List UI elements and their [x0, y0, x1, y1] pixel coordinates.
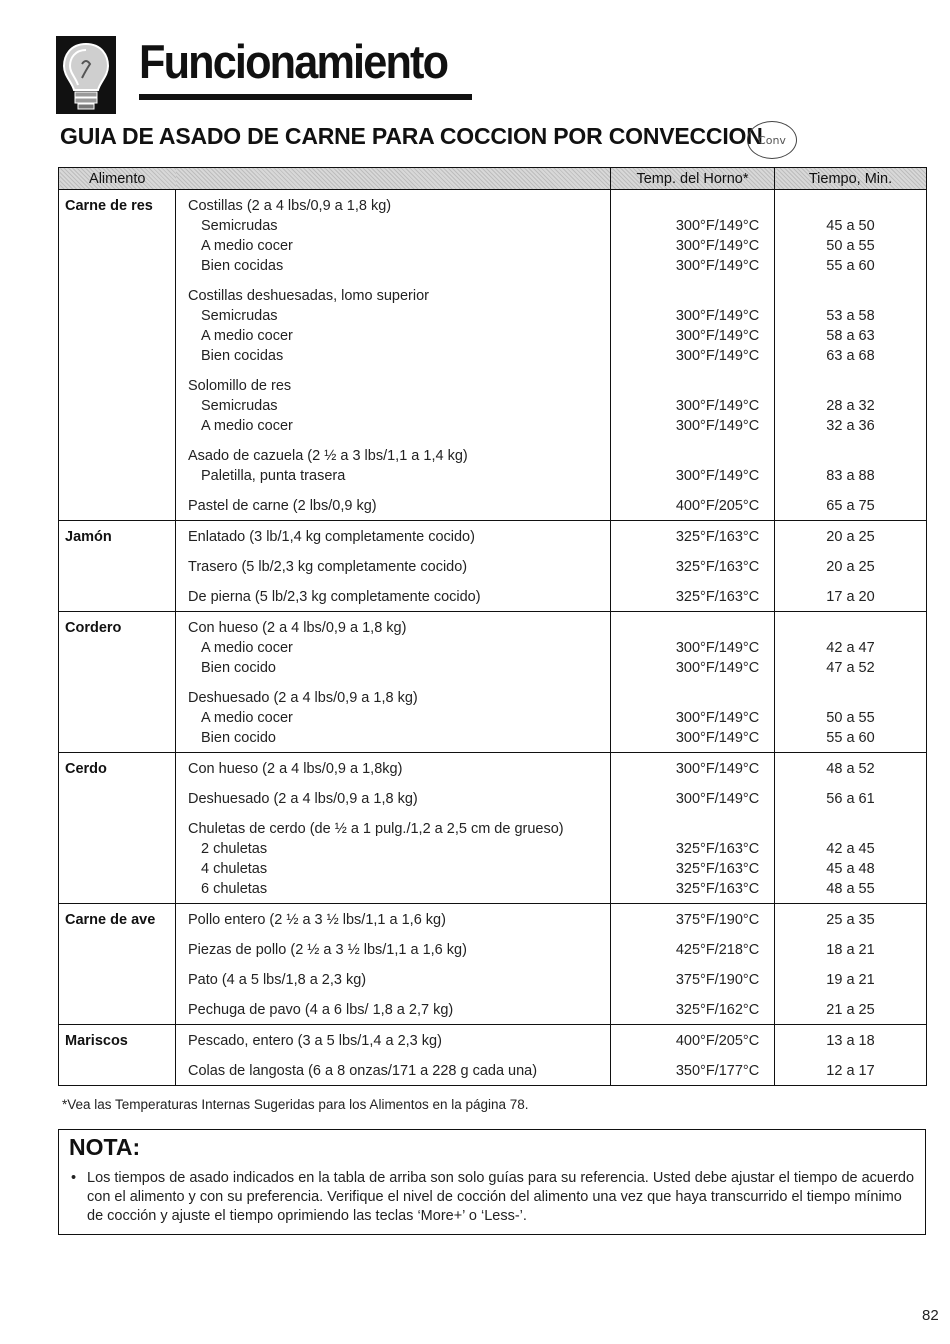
- temperature-block: [661, 527, 774, 547]
- item-block: [188, 970, 610, 990]
- description-cell: [176, 612, 611, 753]
- item-block: [188, 587, 610, 607]
- spacer: [661, 376, 774, 396]
- item-block: [188, 557, 610, 577]
- spacer: [661, 286, 774, 306]
- description-cell: [176, 904, 611, 1025]
- temperature-value: 300°F/149°C: [675, 418, 760, 434]
- item-block: [188, 376, 610, 436]
- item-block: [188, 496, 610, 516]
- time-block: [775, 286, 926, 366]
- spacer: [775, 819, 926, 839]
- temperature-block: [661, 688, 774, 748]
- note-text-wrapper: [69, 1169, 915, 1226]
- time-value: 42 a 45: [826, 841, 875, 857]
- time-block: [775, 557, 926, 577]
- temperature-value: 300°F/149°C: [675, 258, 760, 274]
- item-block: [188, 910, 610, 930]
- item-doneness: A medio cocer: [201, 640, 293, 656]
- page-header: [56, 18, 448, 108]
- item-title: Pescado, entero (3 a 5 lbs/1,4 a 2,3 kg): [188, 1033, 442, 1049]
- temperature-value: 300°F/149°C: [675, 468, 760, 484]
- time-value: 45 a 50: [826, 218, 875, 234]
- item-doneness: A medio cocer: [201, 418, 293, 434]
- footnote: *Vea las Temperaturas Internas Sugeridas para los Alimentos en la página 78.: [62, 1097, 529, 1112]
- description-list: [176, 521, 610, 611]
- page-title: Funcionamiento: [139, 35, 448, 88]
- item-block: [188, 1061, 610, 1081]
- temperature-value: 300°F/149°C: [675, 761, 760, 777]
- time-block: [775, 196, 926, 276]
- header-temp: Temp. del Horno*: [611, 168, 775, 190]
- temperature-value: 325°F/163°C: [675, 559, 760, 575]
- description-cell: [176, 753, 611, 904]
- item-doneness: 4 chuletas: [201, 861, 268, 877]
- table-header-row: [59, 168, 927, 190]
- time-value: 21 a 25: [826, 1002, 875, 1018]
- time-value: 45 a 48: [826, 861, 875, 877]
- time-value: 48 a 55: [826, 881, 875, 897]
- time-cell: [775, 753, 927, 904]
- spacer: [661, 819, 774, 839]
- convection-icon-label: Conv: [758, 133, 786, 147]
- temperature-block: [661, 446, 774, 486]
- temperature-cell: [611, 190, 775, 521]
- time-cell: [775, 904, 927, 1025]
- time-value: 63 a 68: [826, 348, 875, 364]
- item-doneness: Paletilla, punta trasera: [201, 468, 346, 484]
- temperature-value: 300°F/149°C: [675, 308, 760, 324]
- food-category: Cordero: [59, 612, 176, 753]
- roasting-guide-table: [58, 167, 927, 1086]
- temperature-block: [661, 1061, 774, 1081]
- item-title: Piezas de pollo (2 ½ a 3 ½ lbs/1,1 a 1,6 kg): [188, 942, 467, 958]
- item-doneness: Bien cocido: [201, 660, 276, 676]
- time-block: [775, 819, 926, 899]
- time-value: 25 a 35: [826, 912, 875, 928]
- time-value: 47 a 52: [826, 660, 875, 676]
- description-cell: [176, 521, 611, 612]
- temperature-cell: [611, 521, 775, 612]
- item-block: [188, 286, 610, 366]
- item-block: [188, 527, 610, 547]
- time-block: [775, 940, 926, 960]
- note-text: Los tiempos de asado indicados en la tabla de arriba son solo guías para su referencia. Usted debe ajustar el tiempo de acuerdo con el alimento y con su preferencia. Verifique el nivel de cocción del alimento una vez que haya transcurrido el tiempo mínimo de cocción y ajuste el tiempo oprimiendo las teclas ‘More+’ o ‘Less-’.: [87, 1170, 915, 1224]
- item-title: Trasero (5 lb/2,3 kg completamente cocido): [188, 559, 468, 575]
- item-block: [188, 1031, 610, 1051]
- title-underline: [139, 94, 472, 100]
- item-doneness: Semicrudas: [201, 218, 278, 234]
- temperature-block: [661, 819, 774, 899]
- spacer: [775, 196, 926, 216]
- spacer: [775, 286, 926, 306]
- item-block: [188, 759, 610, 779]
- convection-icon: [747, 121, 797, 159]
- temperature-block: [661, 759, 774, 779]
- temperature-value: 325°F/163°C: [675, 861, 760, 877]
- temperature-list: [611, 612, 774, 752]
- time-value: 53 a 58: [826, 308, 875, 324]
- item-title: De pierna (5 lb/2,3 kg completamente cocido): [188, 589, 481, 605]
- temperature-cell: [611, 904, 775, 1025]
- item-doneness: Bien cocidas: [201, 348, 284, 364]
- time-block: [775, 759, 926, 779]
- item-doneness: Semicrudas: [201, 398, 278, 414]
- item-title: Asado de cazuela (2 ½ a 3 lbs/1,1 a 1,4 kg): [188, 448, 468, 464]
- item-doneness: A medio cocer: [201, 710, 293, 726]
- temperature-value: 325°F/163°C: [675, 881, 760, 897]
- temperature-block: [661, 1031, 774, 1051]
- item-doneness: 2 chuletas: [201, 841, 268, 857]
- temperature-value: 325°F/162°C: [675, 1002, 760, 1018]
- temperature-block: [661, 1000, 774, 1020]
- temperature-value: 300°F/149°C: [675, 660, 760, 676]
- item-block: [188, 688, 610, 748]
- item-title: Con hueso (2 a 4 lbs/0,9 a 1,8 kg): [188, 620, 407, 636]
- temperature-value: 375°F/190°C: [675, 972, 760, 988]
- bullet-icon: •: [71, 1170, 77, 1186]
- time-value: 56 a 61: [826, 791, 875, 807]
- temperature-block: [661, 196, 774, 276]
- table-row: [59, 612, 927, 753]
- time-list: [775, 1025, 926, 1085]
- item-block: [188, 196, 610, 276]
- spacer: [775, 446, 926, 466]
- item-doneness: A medio cocer: [201, 238, 293, 254]
- temperature-cell: [611, 612, 775, 753]
- time-value: 50 a 55: [826, 238, 875, 254]
- item-block: [188, 1000, 610, 1020]
- item-block: [188, 618, 610, 678]
- time-block: [775, 1061, 926, 1081]
- food-category: Carne de ave: [59, 904, 176, 1025]
- description-list: [176, 190, 610, 520]
- time-value: 28 a 32: [826, 398, 875, 414]
- time-value: 83 a 88: [826, 468, 875, 484]
- time-list: [775, 190, 926, 520]
- temperature-block: [661, 789, 774, 809]
- time-value: 17 a 20: [826, 589, 875, 605]
- temperature-value: 300°F/149°C: [675, 398, 760, 414]
- temperature-value: 325°F/163°C: [675, 841, 760, 857]
- description-list: [176, 612, 610, 752]
- time-cell: [775, 190, 927, 521]
- temperature-value: 325°F/163°C: [675, 529, 760, 545]
- temperature-value: 300°F/149°C: [675, 710, 760, 726]
- time-value: 48 a 52: [826, 761, 875, 777]
- time-list: [775, 753, 926, 903]
- item-block: [188, 789, 610, 809]
- temperature-list: [611, 521, 774, 611]
- time-value: 58 a 63: [826, 328, 875, 344]
- temperature-list: [611, 904, 774, 1024]
- time-list: [775, 612, 926, 752]
- temperature-list: [611, 753, 774, 903]
- time-value: 19 a 21: [826, 972, 875, 988]
- temperature-block: [661, 618, 774, 678]
- temperature-block: [661, 376, 774, 436]
- food-category: Mariscos: [59, 1025, 176, 1086]
- table-row: [59, 190, 927, 521]
- temperature-value: 375°F/190°C: [675, 912, 760, 928]
- spacer: [775, 376, 926, 396]
- time-block: [775, 688, 926, 748]
- temperature-value: 325°F/163°C: [675, 589, 760, 605]
- note-box: [58, 1129, 926, 1235]
- time-cell: [775, 1025, 927, 1086]
- item-doneness: Bien cocido: [201, 730, 276, 746]
- spacer: [775, 618, 926, 638]
- time-cell: [775, 521, 927, 612]
- temperature-list: [611, 1025, 774, 1085]
- temperature-cell: [611, 753, 775, 904]
- food-category: Carne de res: [59, 190, 176, 521]
- time-block: [775, 910, 926, 930]
- temperature-value: 300°F/149°C: [675, 640, 760, 656]
- item-title: Enlatado (3 lb/1,4 kg completamente cocido): [188, 529, 475, 545]
- table-row: [59, 753, 927, 904]
- item-title: Con hueso (2 a 4 lbs/0,9 a 1,8kg): [188, 761, 403, 777]
- time-block: [775, 446, 926, 486]
- table-body: [59, 190, 927, 1086]
- temperature-block: [661, 496, 774, 516]
- time-value: 12 a 17: [826, 1063, 875, 1079]
- time-value: 55 a 60: [826, 730, 875, 746]
- time-value: 55 a 60: [826, 258, 875, 274]
- temperature-value: 300°F/149°C: [675, 791, 760, 807]
- time-block: [775, 1031, 926, 1051]
- temperature-value: 350°F/177°C: [675, 1063, 760, 1079]
- table-row: [59, 521, 927, 612]
- note-title: NOTA:: [69, 1134, 141, 1160]
- temperature-block: [661, 970, 774, 990]
- time-block: [775, 587, 926, 607]
- temperature-list: [611, 190, 774, 520]
- temperature-value: 300°F/149°C: [675, 218, 760, 234]
- item-block: [188, 446, 610, 486]
- item-title: Costillas (2 a 4 lbs/0,9 a 1,8 kg): [188, 198, 392, 214]
- item-block: [188, 940, 610, 960]
- time-block: [775, 527, 926, 547]
- item-title: Deshuesado (2 a 4 lbs/0,9 a 1,8 kg): [188, 791, 418, 807]
- page-number: 82: [922, 1307, 939, 1324]
- section-title: GUIA DE ASADO DE CARNE PARA COCCION POR CONVECCION: [60, 123, 763, 149]
- item-doneness: 6 chuletas: [201, 881, 268, 897]
- temperature-block: [661, 587, 774, 607]
- time-value: 18 a 21: [826, 942, 875, 958]
- time-value: 20 a 25: [826, 559, 875, 575]
- food-category: Jamón: [59, 521, 176, 612]
- time-value: 13 a 18: [826, 1033, 875, 1049]
- time-list: [775, 904, 926, 1024]
- time-block: [775, 496, 926, 516]
- header-time: Tiempo, Min.: [775, 168, 927, 190]
- temperature-block: [661, 940, 774, 960]
- table-row: [59, 904, 927, 1025]
- spacer: [661, 446, 774, 466]
- description-list: [176, 904, 610, 1024]
- temperature-value: 300°F/149°C: [675, 348, 760, 364]
- time-cell: [775, 612, 927, 753]
- item-block: [188, 819, 610, 899]
- description-cell: [176, 190, 611, 521]
- item-title: Pastel de carne (2 lbs/0,9 kg): [188, 498, 377, 514]
- header-blank: [176, 168, 611, 190]
- lightbulb-icon: [56, 36, 116, 114]
- temperature-value: 300°F/149°C: [675, 730, 760, 746]
- time-value: 20 a 25: [826, 529, 875, 545]
- time-block: [775, 618, 926, 678]
- item-title: Costillas deshuesadas, lomo superior: [188, 288, 429, 304]
- item-title: Pato (4 a 5 lbs/1,8 a 2,3 kg): [188, 972, 367, 988]
- time-value: 50 a 55: [826, 710, 875, 726]
- temperature-value: 300°F/149°C: [675, 238, 760, 254]
- temperature-block: [661, 286, 774, 366]
- header-food: Alimento: [59, 168, 176, 190]
- item-title: Solomillo de res: [188, 378, 292, 394]
- time-value: 42 a 47: [826, 640, 875, 656]
- item-title: Pollo entero (2 ½ a 3 ½ lbs/1,1 a 1,6 kg): [188, 912, 446, 928]
- item-title: Colas de langosta (6 a 8 onzas/171 a 228 g cada una): [188, 1063, 538, 1079]
- item-title: Chuletas de cerdo (de ½ a 1 pulg./1,2 a 2,5 cm de grueso): [188, 821, 564, 837]
- item-title: Deshuesado (2 a 4 lbs/0,9 a 1,8 kg): [188, 690, 418, 706]
- item-title: Pechuga de pavo (4 a 6 lbs/ 1,8 a 2,7 kg): [188, 1002, 454, 1018]
- temperature-value: 300°F/149°C: [675, 328, 760, 344]
- temperature-value: 425°F/218°C: [675, 942, 760, 958]
- spacer: [775, 688, 926, 708]
- temperature-value: 400°F/205°C: [675, 1033, 760, 1049]
- table-row: [59, 1025, 927, 1086]
- description-list: [176, 1025, 610, 1085]
- temperature-cell: [611, 1025, 775, 1086]
- time-value: 65 a 75: [826, 498, 875, 514]
- time-block: [775, 970, 926, 990]
- time-block: [775, 1000, 926, 1020]
- food-category: Cerdo: [59, 753, 176, 904]
- temperature-block: [661, 910, 774, 930]
- item-doneness: Semicrudas: [201, 308, 278, 324]
- time-list: [775, 521, 926, 611]
- description-cell: [176, 1025, 611, 1086]
- temperature-block: [661, 557, 774, 577]
- spacer: [661, 618, 774, 638]
- description-list: [176, 753, 610, 903]
- time-block: [775, 789, 926, 809]
- item-doneness: Bien cocidas: [201, 258, 284, 274]
- temperature-value: 400°F/205°C: [675, 498, 760, 514]
- spacer: [661, 196, 774, 216]
- time-value: 32 a 36: [826, 418, 875, 434]
- item-doneness: A medio cocer: [201, 328, 293, 344]
- spacer: [661, 688, 774, 708]
- time-block: [775, 376, 926, 436]
